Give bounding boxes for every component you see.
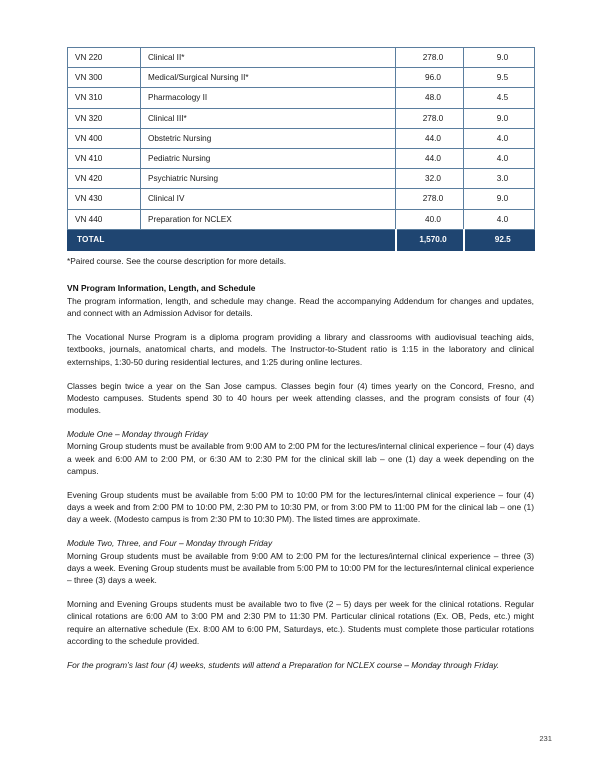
cell-course-title: Clinical IV: [141, 189, 396, 209]
clinical-rotations-paragraph: Morning and Evening Groups students must be available two to five (2 – 5) days per week for the clinical rotations. Regular clinical rotations are 6:00 AM to 3:00 PM and 2:30 PM to 11:30 PM. Particular clinical rotations (Ex. OB, Peds, etc.) might require an alternative schedule (Ex. 8:00 AM to 6:00 PM, Saturdays, etc.). Students must complete those particular rotations according to the schedule provided.: [67, 599, 534, 647]
cell-course-code: VN 310: [68, 88, 141, 108]
cell-course-code: VN 440: [68, 209, 141, 229]
cell-credits: 9.5: [464, 68, 535, 88]
cell-total-hours: 1,570.0: [396, 229, 464, 250]
cell-credits: 9.0: [464, 48, 535, 68]
cell-course-code: VN 420: [68, 169, 141, 189]
table-row: [68, 48, 535, 68]
cell-course-title: Psychiatric Nursing: [141, 169, 396, 189]
table-total-row: [68, 229, 535, 250]
cell-course-code: VN 300: [68, 68, 141, 88]
cell-clock-hours: 40.0: [396, 209, 464, 229]
cell-clock-hours: 278.0: [396, 189, 464, 209]
cell-clock-hours: 96.0: [396, 68, 464, 88]
table-footnote: *Paired course. See the course description for more details.: [67, 255, 287, 266]
cell-course-code: VN 400: [68, 128, 141, 148]
program-description-paragraph: The Vocational Nurse Program is a diploma program providing a library and classrooms with audiovisual teaching aids, textbooks, journals, anatomical charts, and models. The Instructor-to-Student ratio is 1:15 in the laboratory and clinical externships, 1:30-50 during residential lectures, and 1:25 during online lectures.: [67, 332, 534, 367]
class-start-paragraph: Classes begin twice a year on the San Jose campus. Classes begin four (4) times yearly on the Concord, Fresno, and Modesto campuses. Students spend 30 to 40 hours per week attending classes, and the program consists of four (4) modules.: [67, 380, 534, 416]
table-row: [68, 209, 535, 229]
cell-clock-hours: 44.0: [396, 128, 464, 148]
table-row: [68, 108, 535, 128]
page-content: [67, 47, 534, 671]
cell-course-code: VN 220: [68, 48, 141, 68]
cell-credits: 4.0: [464, 148, 535, 168]
table-row: [68, 169, 535, 189]
page-number: 231: [539, 734, 552, 743]
table-row: [68, 68, 535, 88]
cell-clock-hours: 48.0: [396, 88, 464, 108]
cell-credits: 4.0: [464, 128, 535, 148]
program-info-heading: VN Program Information, Length, and Schedule: [67, 283, 256, 294]
program-change-paragraph: The program information, length, and schedule may change. Read the accompanying Addendum for changes and updates, and connect with an Admission Advisor for details.: [67, 295, 534, 319]
cell-course-title: Obstetric Nursing: [141, 128, 396, 148]
module-one-heading: Module One – Monday through Friday: [67, 429, 209, 440]
cell-course-title: Preparation for NCLEX: [141, 209, 396, 229]
table-row: [68, 189, 535, 209]
cell-course-title: Pediatric Nursing: [141, 148, 396, 168]
table-row: [68, 88, 535, 108]
cell-credits: 9.0: [464, 189, 535, 209]
cell-total-label: TOTAL: [68, 229, 141, 250]
cell-course-title: Medical/Surgical Nursing II*: [141, 68, 396, 88]
cell-clock-hours: 44.0: [396, 148, 464, 168]
cell-course-title: Clinical III*: [141, 108, 396, 128]
cell-credits: 9.0: [464, 108, 535, 128]
cell-total-blank: [141, 229, 396, 250]
final-note-paragraph: For the program’s last four (4) weeks, students will attend a Preparation for NCLEX course – Monday through Friday.: [67, 659, 500, 670]
module-one-morning-paragraph: Morning Group students must be available from 9:00 AM to 2:00 PM for the lectures/internal clinical experience – four (4) days a week and 6:00 AM to 2:00 PM, or 6:30 AM to 2:30 PM for the clinical skill lab – one (1) day a week depending on the campus.: [67, 441, 534, 476]
cell-course-title: Pharmacology II: [141, 88, 396, 108]
cell-course-code: VN 430: [68, 189, 141, 209]
cell-credits: 3.0: [464, 169, 535, 189]
cell-clock-hours: 278.0: [396, 48, 464, 68]
cell-clock-hours: 278.0: [396, 108, 464, 128]
table-row: [68, 128, 535, 148]
cell-course-code: VN 410: [68, 148, 141, 168]
cell-credits: 4.0: [464, 209, 535, 229]
module-two-heading: Module Two, Three, and Four – Monday through Friday: [67, 538, 273, 549]
table-row: [68, 148, 535, 168]
cell-total-credits: 92.5: [464, 229, 535, 250]
module-one-evening-paragraph: Evening Group students must be available from 5:00 PM to 10:00 PM for the lectures/internal clinical experience – four (4) days a week and from 2:00 PM to 10:00 PM, 2:30 PM to 10:30 PM, or from 3:00 PM to 11:00 PM for the clinical lab – one (1) day a week. (Modesto campus is from 2:30 PM to 10:30 PM). The listed times are approximate.: [67, 489, 534, 525]
cell-course-code: VN 320: [68, 108, 141, 128]
table-body: [68, 48, 535, 251]
vn-course-table: [67, 47, 535, 251]
cell-clock-hours: 32.0: [396, 169, 464, 189]
cell-course-title: Clinical II*: [141, 48, 396, 68]
module-two-body-paragraph: Morning Group students must be available from 9:00 AM to 2:00 PM for the lectures/internal clinical experience – three (3) days a week. Evening Group students must be available from 5:00 PM to 10:00 PM for the lectures/internal clinical experience – three (3) days a week.: [67, 550, 534, 586]
cell-credits: 4.5: [464, 88, 535, 108]
